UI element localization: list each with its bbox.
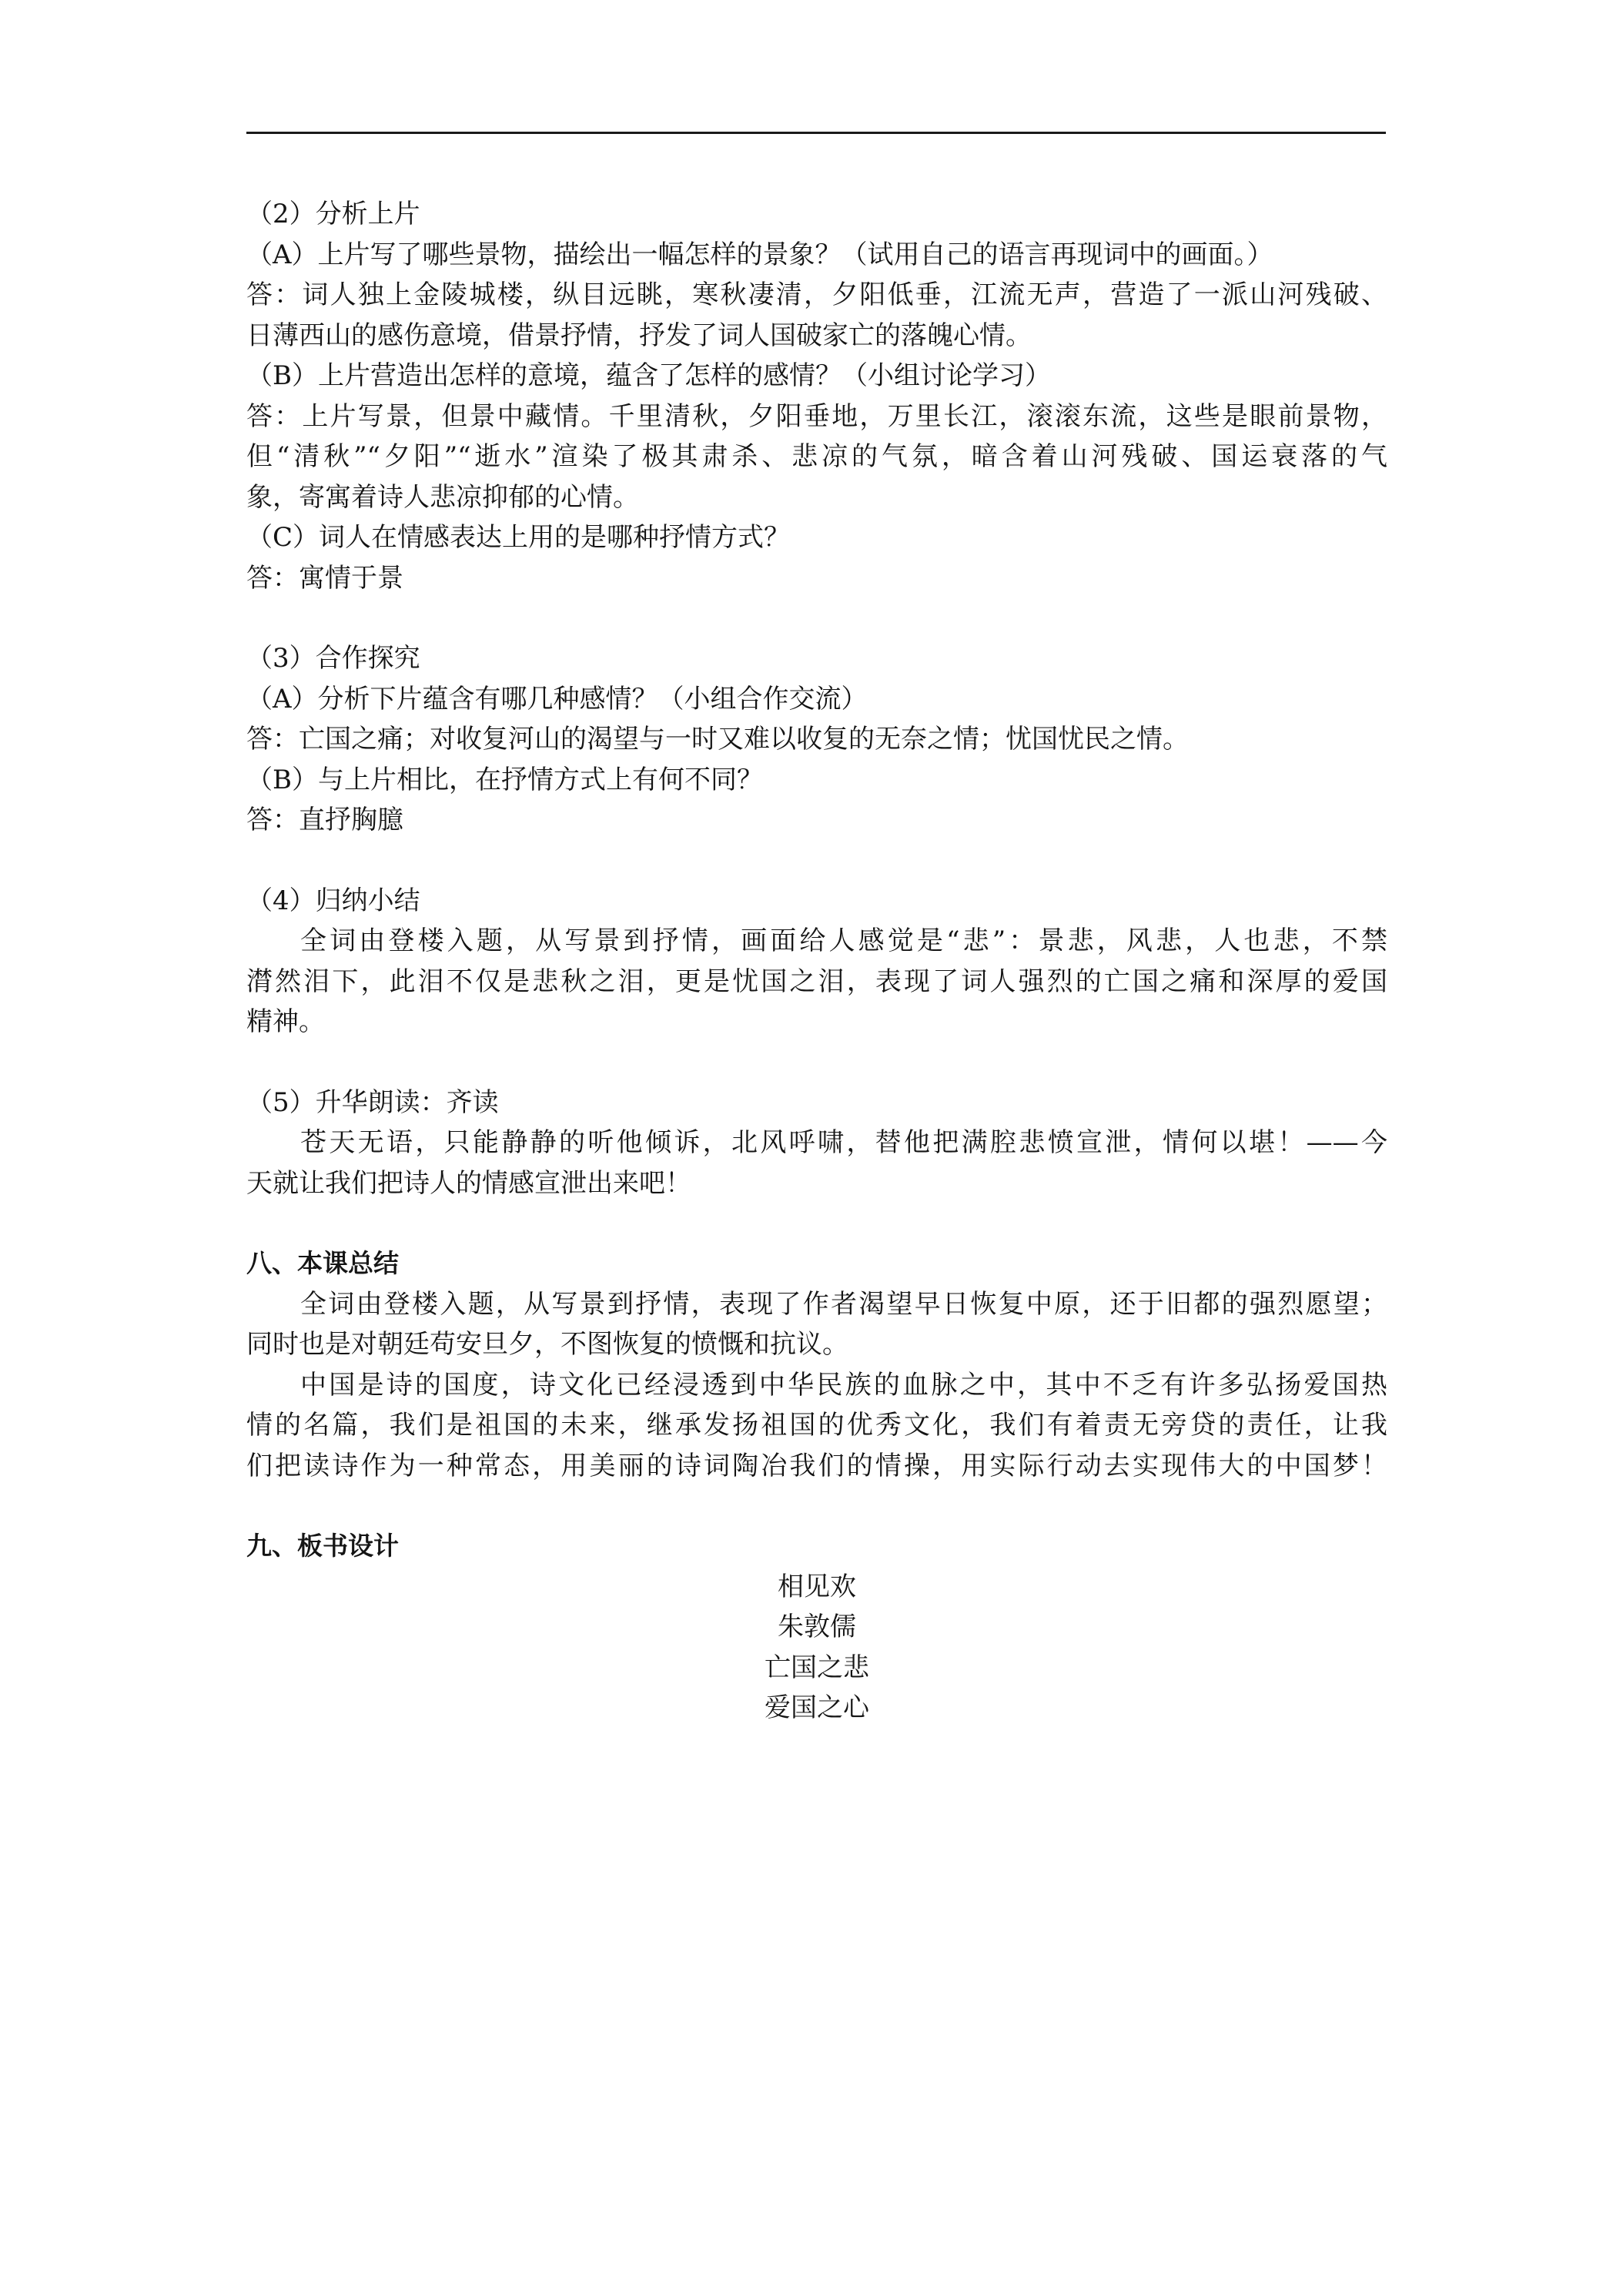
section-2-heading: （2）分析上片 bbox=[246, 199, 420, 229]
answer-2b-line-2: 但“清秋”“夕阳”“逝水”渲染了极其肃杀、悲凉的气氛，暗含着山河残破、国运衰落的气 bbox=[246, 441, 1387, 472]
conclusion-p2-line-3: 们把读诗作为一种常态，用美丽的诗词陶冶我们的情操，用实际行动去实现伟大的中国梦！ bbox=[246, 1450, 1387, 1481]
answer-2a-line-1: 答：词人独上金陵城楼，纵目远眺，寒秋凄清，夕阳低垂，江流无声，营造了一派山河残破、 bbox=[246, 279, 1387, 310]
question-2c: （C）词人在情感表达上用的是哪种抒情方式？ bbox=[246, 522, 791, 553]
header-rule bbox=[246, 132, 1386, 134]
board-author: 朱敦儒 bbox=[778, 1612, 856, 1642]
reading-line-2: 天就让我们把诗人的情感宣泄出来吧！ bbox=[246, 1167, 691, 1199]
board-point-2: 爱国之心 bbox=[765, 1692, 869, 1723]
question-3a: （A）分析下片蕴含有哪几种感情？（小组合作交流） bbox=[246, 683, 868, 715]
board-point-1: 亡国之悲 bbox=[765, 1652, 869, 1683]
answer-2b-line-1: 答：上片写景，但景中藏情。千里清秋，夕阳垂地，万里长江，滚滚东流，这些是眼前景物， bbox=[246, 400, 1387, 432]
summary-line-2: 潸然泪下，此泪不仅是悲秋之泪，更是忧国之泪，表现了词人强烈的亡国之痛和深厚的爱国 bbox=[246, 966, 1387, 997]
section-3-heading: （3）合作探究 bbox=[246, 643, 420, 674]
conclusion-p2-line-2: 情的名篇，我们是祖国的未来，继承发扬祖国的优秀文化，我们有着责无旁贷的责任，让我 bbox=[246, 1410, 1387, 1441]
answer-2a-line-2: 日薄西山的感伤意境，借景抒情，抒发了词人国破家亡的落魄心情。 bbox=[246, 320, 1032, 351]
board-title: 相见欢 bbox=[778, 1571, 856, 1602]
blackboard-design bbox=[246, 1567, 1387, 1729]
reading-line-1: 苍天无语，只能静静的听他倾诉，北风呼啸，替他把满腔悲愤宣泄，情何以堪！——今 bbox=[300, 1127, 1387, 1158]
conclusion-p1-line-1: 全词由登楼入题，从写景到抒情，表现了作者渴望早日恢复中原，还于旧都的强烈愿望； bbox=[300, 1288, 1387, 1320]
question-2b: （B）上片营造出怎样的意境，蕴含了怎样的感情？（小组讨论学习） bbox=[246, 360, 1051, 391]
document-body bbox=[246, 194, 1387, 1729]
section-8-heading: 八、本课总结 bbox=[246, 1248, 399, 1278]
summary-line-1: 全词由登楼入题，从写景到抒情，画面给人感觉是“悲”：景悲，风悲，人也悲，不禁 bbox=[300, 925, 1387, 956]
answer-3a: 答：亡国之痛；对收复河山的渴望与一时又难以收复的无奈之情；忧国忧民之情。 bbox=[246, 724, 1189, 755]
conclusion-p2-line-1: 中国是诗的国度，诗文化已经浸透到中华民族的血脉之中，其中不乏有许多弘扬爱国热 bbox=[300, 1369, 1387, 1401]
section-5-heading: （5）升华朗读：齐读 bbox=[246, 1086, 499, 1118]
section-9-heading: 九、板书设计 bbox=[246, 1531, 399, 1561]
summary-line-3: 精神。 bbox=[246, 1006, 325, 1037]
answer-2b-line-3: 象，寄寓着诗人悲凉抑郁的心情。 bbox=[246, 481, 639, 513]
question-3b: （B）与上片相比，在抒情方式上有何不同？ bbox=[246, 764, 763, 795]
answer-2c: 答：寓情于景 bbox=[246, 562, 403, 594]
conclusion-p1-line-2: 同时也是对朝廷苟安旦夕，不图恢复的愤慨和抗议。 bbox=[246, 1329, 848, 1360]
question-2a: （A）上片写了哪些景物，描绘出一幅怎样的景象？（试用自己的语言再现词中的画面。） bbox=[246, 239, 1273, 270]
answer-3b: 答：直抒胸臆 bbox=[246, 805, 403, 835]
section-4-heading: （4）归纳小结 bbox=[246, 885, 420, 916]
